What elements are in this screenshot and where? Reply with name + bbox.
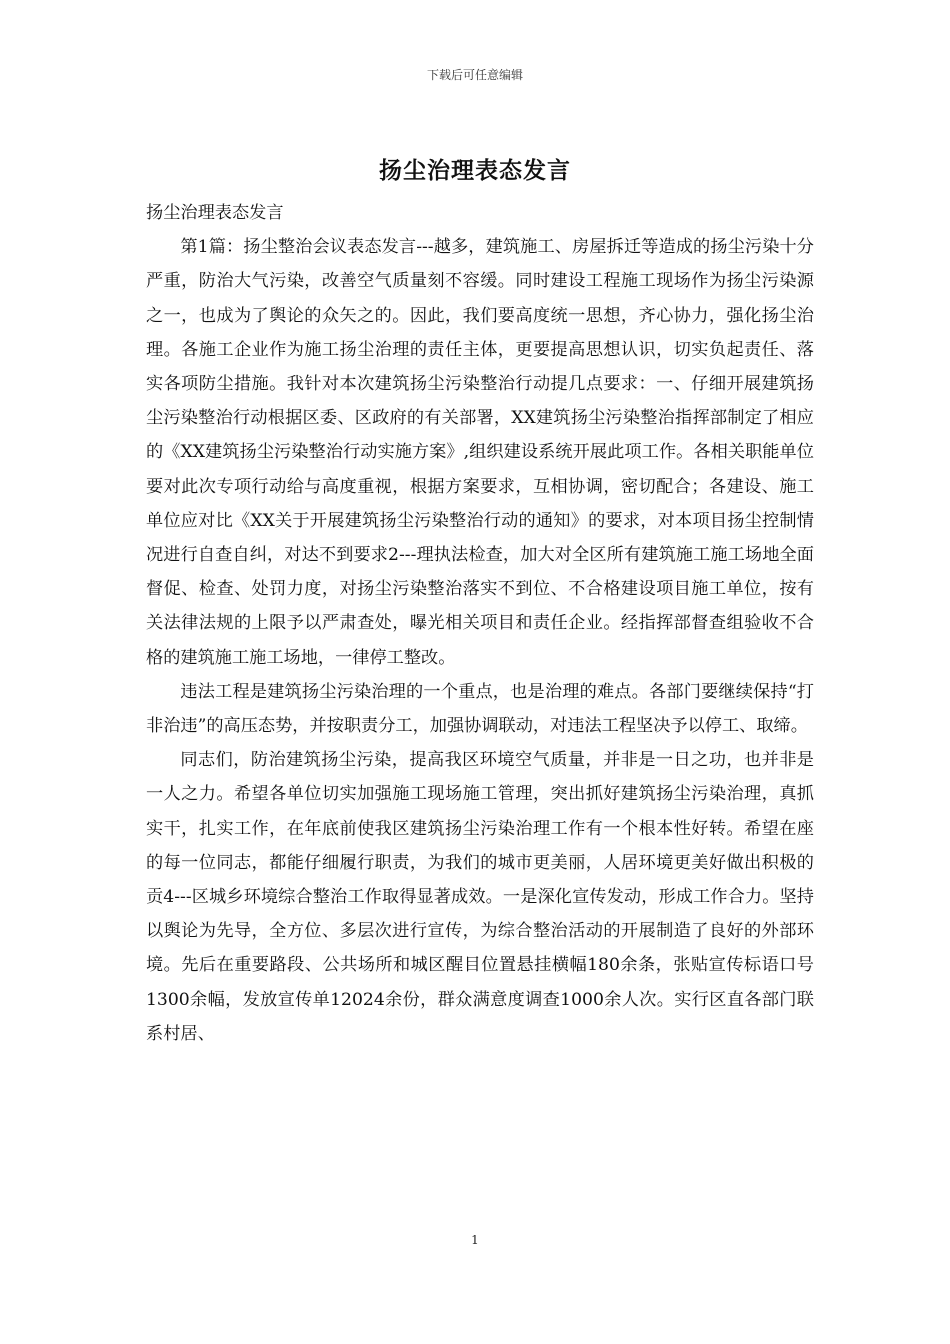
body-paragraph: 违法工程是建筑扬尘污染治理的一个重点，也是治理的难点。各部门要继续保持“打非治违”的高压态势，并按职责分工，加强协调联动，对违法工程坚决予以停工、取缔。	[146, 681, 814, 737]
body-paragraph: 第1篇：扬尘整治会议表态发言---越多，建筑施工、房屋拆迁等造成的扬尘污染十分严重，防治大气污染，改善空气质量刻不容缓。同时建设工程施工现场作为扬尘污染源之一，也成为了舆论的众矢之的。因此，我们要高度统一思想，齐心协力，强化扬尘治理。各施工企业作为施工扬尘治理的责任主体，更要提高思想认识，切实负起责任、落实各项防尘措施。我针对本次建筑扬尘污染整治行动提几点要求：一、仔细开展建筑扬尘污染整治行动根据区委、区政府的有关部署，XX建筑扬尘污染整治指挥部制定了相应的《XX建筑扬尘污染整治行动实施方案》,组织建设系统开展此项工作。各相关职能单位要对此次专项行动给与高度重视，根据方案要求，互相协调，密切配合；各建设、施工单位应对比《XX关于开展建筑扬尘污染整治行动的通知》的要求，对本项目扬尘控制情况进行自查自纠，对达不到要求2---理执法检查，加大对全区所有建筑施工施工场地全面督促、检查、处罚力度，对扬尘污染整治落实不到位、不合格建设项目施工单位，按有关法律法规的上限予以严肃查处，曝光相关项目和责任企业。经指挥部督查组验收不合格的建筑施工施工场地，一律停工整改。	[146, 237, 814, 668]
document-subtitle: 扬尘治理表态发言	[146, 203, 284, 223]
document-body	[146, 196, 814, 1051]
page-header-note: 下载后可任意编辑	[426, 68, 523, 82]
document-title: 扬尘治理表态发言	[379, 157, 571, 184]
body-paragraph: 同志们，防治建筑扬尘污染，提高我区环境空气质量，并非是一日之功，也并非是一人之力。希望各单位切实加强施工现场施工管理，突出抓好建筑扬尘污染治理，真抓实干，扎实工作，在年底前使我区建筑扬尘污染治理工作有一个根本性好转。希望在座的每一位同志，都能仔细履行职责，为我们的城市更美丽，人居环境更美好做出积极的贡4---区城乡环境综合整治工作取得显著成效。一是深化宣传发动，形成工作合力。坚持以舆论为先导，全方位、多层次进行宣传，为综合整治活动的开展制造了良好的外部环境。先后在重要路段、公共场所和城区醒目位置悬挂横幅180余条，张贴宣传标语口号1300余幅，发放宣传单12024余份，群众满意度调查1000余人次。实行区直各部门联系村居、	[146, 750, 814, 1044]
page-number: 1	[471, 1233, 479, 1247]
